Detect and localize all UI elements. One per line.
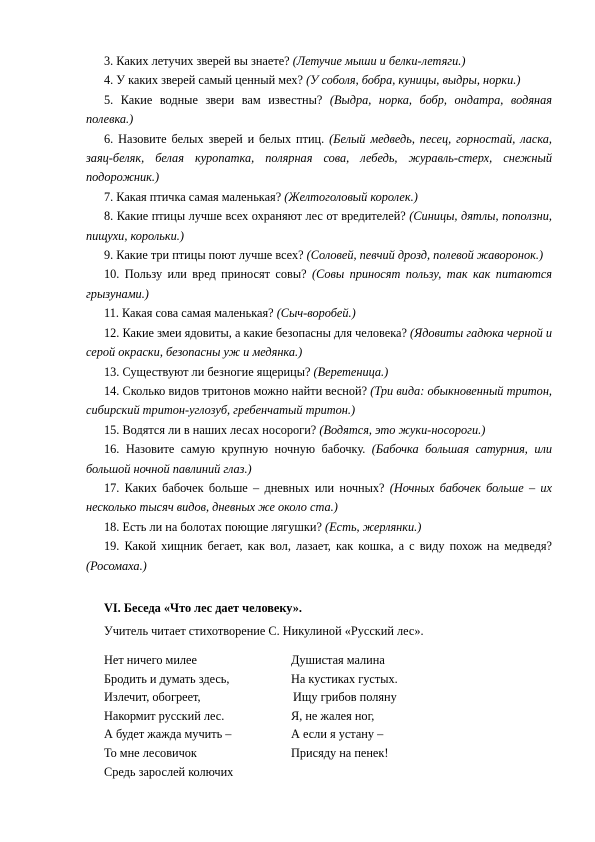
question-text: 8. Какие птицы лучше всех охраняют лес от вредителей? [104, 209, 406, 224]
question-text: 7. Какая птичка самая маленькая? [104, 189, 282, 204]
question-item [86, 130, 552, 188]
poem-line: Средь зарослей колючих [104, 764, 234, 779]
poem-line: Накормит русский лес. [104, 708, 225, 723]
poem-line: Присяду на пенек! [291, 745, 389, 760]
poem-line: Душистая малина [291, 653, 385, 667]
question-item [86, 537, 552, 576]
answer-text: (Веретеница.) [313, 364, 389, 379]
poem-line: То мне лесовичок [104, 745, 197, 760]
answer-text: (Синицы, дятлы, поползни, пищухи, корольки.) [86, 209, 552, 243]
question-item [86, 207, 552, 246]
poem-line: Бродить и думать здесь, [104, 671, 230, 686]
question-item [86, 265, 552, 304]
question-item [86, 188, 552, 207]
question-item [86, 71, 552, 90]
question-text: 16. Назовите самую крупную ночную бабочку. [104, 442, 366, 457]
poem-column-right [291, 651, 398, 763]
question-text: 17. Каких бабочек больше – дневных или ночных? [104, 480, 385, 495]
poem-column-left [104, 651, 233, 781]
question-text: 5. Какие водные звери вам известны? [104, 92, 323, 107]
question-text: 6. Назовите белых зверей и белых птиц. [104, 131, 325, 146]
question-item [86, 324, 552, 363]
intro-line: Учитель читает стихотворение С. Никулиной «Русский лес». [104, 624, 424, 638]
answer-text: (Росомаха.) [86, 558, 147, 573]
section-heading: VI. Беседа «Что лес дает человеку». [104, 601, 302, 615]
poem-line: Нет ничего милее [104, 653, 197, 667]
answer-text: (Ядовиты гадюка черной и серой окраски, безопасны уж и медянка.) [86, 325, 553, 360]
poem-line: А если я устану – [291, 727, 384, 742]
answer-text: (Совы приносят пользу, так как питаются грызунами.) [86, 267, 553, 301]
question-item [86, 518, 552, 537]
question-item [86, 421, 552, 440]
question-item [86, 246, 552, 265]
question-text: 14. Сколько видов тритонов можно найти весной? [104, 383, 368, 398]
questions-list [86, 52, 552, 576]
answer-text: (Соловей, певчий дрозд, полевой жаворонок.) [306, 248, 544, 263]
question-item [86, 382, 552, 421]
answer-text: (Бабочка большая сатурния, или большой ночной павлиний глаз.) [86, 442, 553, 476]
question-text: 4. У каких зверей самый ценный мех? [104, 73, 303, 88]
question-item [86, 440, 552, 479]
question-text: 15. Водятся ли в наших лесах носороги? [104, 422, 317, 437]
answer-text: (Выдра, норка, бобр, ондатра, водяная полевка.) [86, 92, 552, 127]
question-text: 9. Какие три птицы поют лучше всех? [104, 248, 304, 263]
answer-text: (У соболя, бобра, куницы, выдры, норки.) [306, 73, 521, 88]
question-text: 3. Каких летучих зверей вы знаете? [104, 54, 290, 68]
answer-text: (Желтоголовый королек.) [284, 189, 418, 204]
question-text: 11. Какая сова самая маленькая? [104, 306, 274, 321]
poem-line: Излечит, обогреет, [104, 690, 201, 705]
question-item [86, 304, 552, 323]
question-item [86, 479, 552, 518]
question-text: 13. Существуют ли безногие ящерицы? [104, 364, 311, 379]
poem-line: На кустиках густых. [291, 671, 398, 686]
question-text: 19. Какой хищник бегает, как вол, лазает, как кошка, а с виду похож на медведя? [104, 539, 552, 554]
answer-text: (Три вида: обыкновенный тритон, сибирский тритон-углозуб, гребенчатый тритон.) [86, 383, 552, 418]
answer-text: (Летучие мыши и белки-летяги.) [292, 54, 466, 68]
poem-line: Ищу грибов поляну [293, 690, 397, 705]
answer-text: (Ночных бабочек больше – их несколько тысяч видов, дневных же около ста.) [86, 480, 552, 515]
answer-text: (Есть, жерлянки.) [325, 519, 422, 534]
question-text: 10. Пользу или вред приносят совы? [104, 267, 307, 282]
question-item [86, 91, 552, 130]
question-item [86, 52, 552, 71]
answer-text: (Сыч-воробей.) [276, 306, 356, 321]
question-text: 12. Какие змеи ядовиты, а какие безопасны для человека? [104, 325, 407, 340]
poem-line: Я, не жалея ног, [291, 708, 375, 723]
question-text: 18. Есть ли на болотах поющие лягушки? [104, 519, 322, 534]
answer-text: (Водятся, это жуки-носороги.) [319, 422, 486, 437]
answer-text: (Белый медведь, песец, горностай, ласка, заяц-беляк, белая куропатка, полярная сова, лебедь, журавль-стерх, снежный подорожник.) [86, 131, 552, 185]
question-item [86, 363, 552, 382]
poem-line: А будет жажда мучить – [104, 727, 232, 742]
